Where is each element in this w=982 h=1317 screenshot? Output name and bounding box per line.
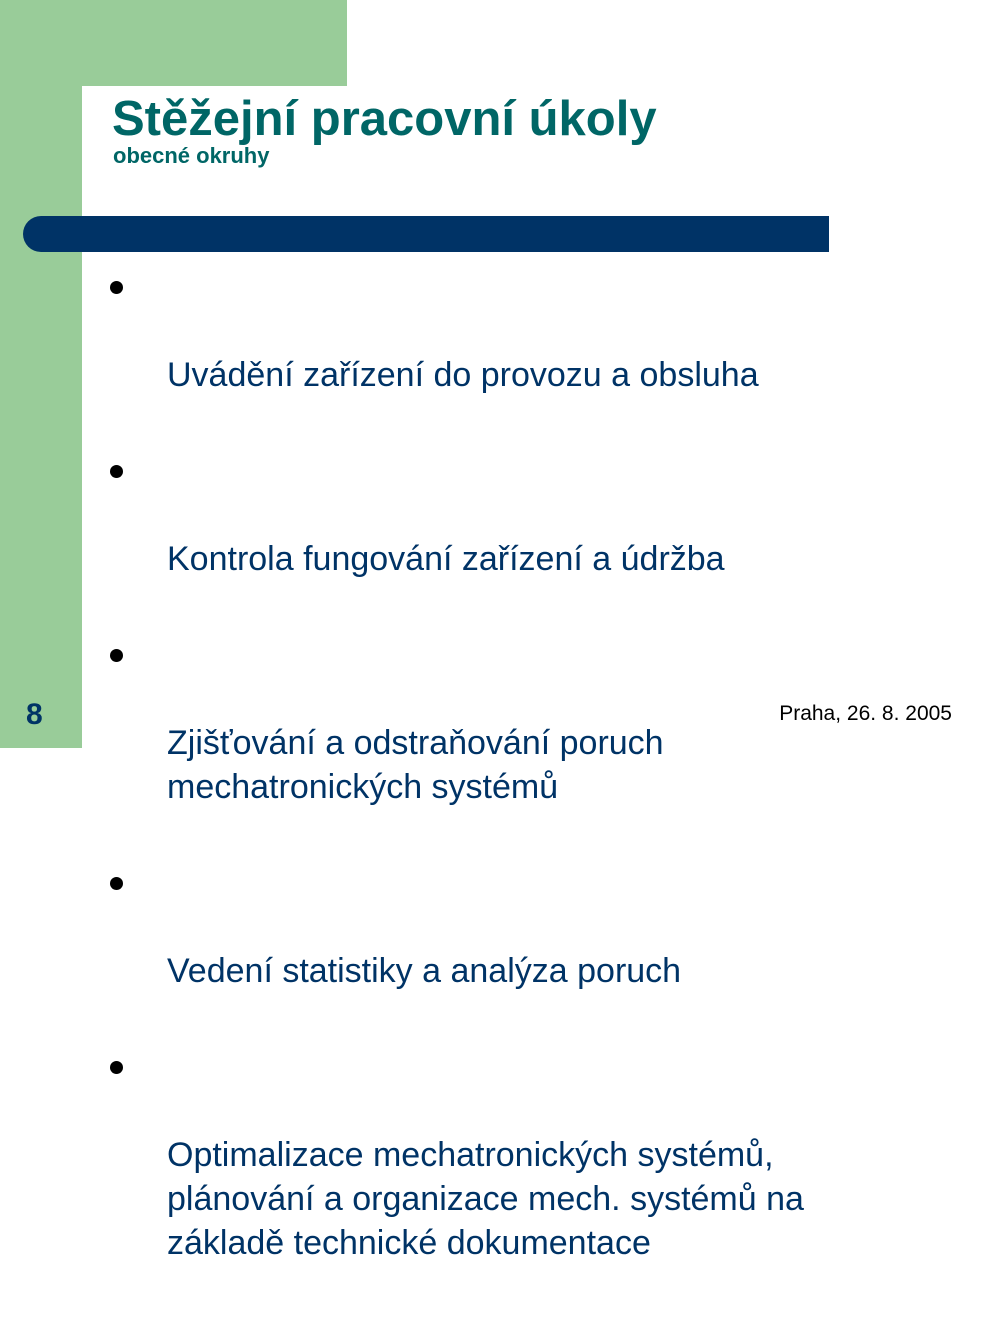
left-green-band — [0, 0, 82, 748]
bullet-text: Vedení statistiky a analýza poruch — [167, 952, 682, 990]
bullet-icon — [110, 649, 123, 662]
footer-date: Praha, 26. 8. 2005 — [779, 702, 952, 725]
bullet-icon — [110, 877, 123, 890]
top-green-band — [0, 0, 347, 86]
page-number: 8 — [26, 698, 43, 731]
title-divider-bar — [23, 216, 829, 252]
bullet-item — [110, 861, 910, 1037]
bullet-text: Optimalizace mechatronických systémů, plánování a organizace mech. systémů na základě technické dokumentace — [167, 1136, 804, 1262]
bullet-icon — [110, 465, 123, 478]
bullet-text: Zjišťování a odstraňování poruch mechatronických systémů — [167, 724, 664, 806]
bullet-text: Kontrola fungování zařízení a údržba — [167, 540, 725, 578]
bullet-item — [110, 449, 910, 625]
bullet-text: Uvádění zařízení do provozu a obsluha — [167, 356, 759, 394]
slide-subtitle: obecné okruhy — [113, 143, 270, 168]
bullet-item — [110, 265, 910, 441]
bullet-list — [110, 265, 910, 1317]
bullet-item — [110, 633, 910, 853]
bullet-icon — [110, 1061, 123, 1074]
slide-title: Stěžejní pracovní úkoly — [112, 92, 657, 146]
bullet-item — [110, 1045, 910, 1309]
bullet-icon — [110, 281, 123, 294]
